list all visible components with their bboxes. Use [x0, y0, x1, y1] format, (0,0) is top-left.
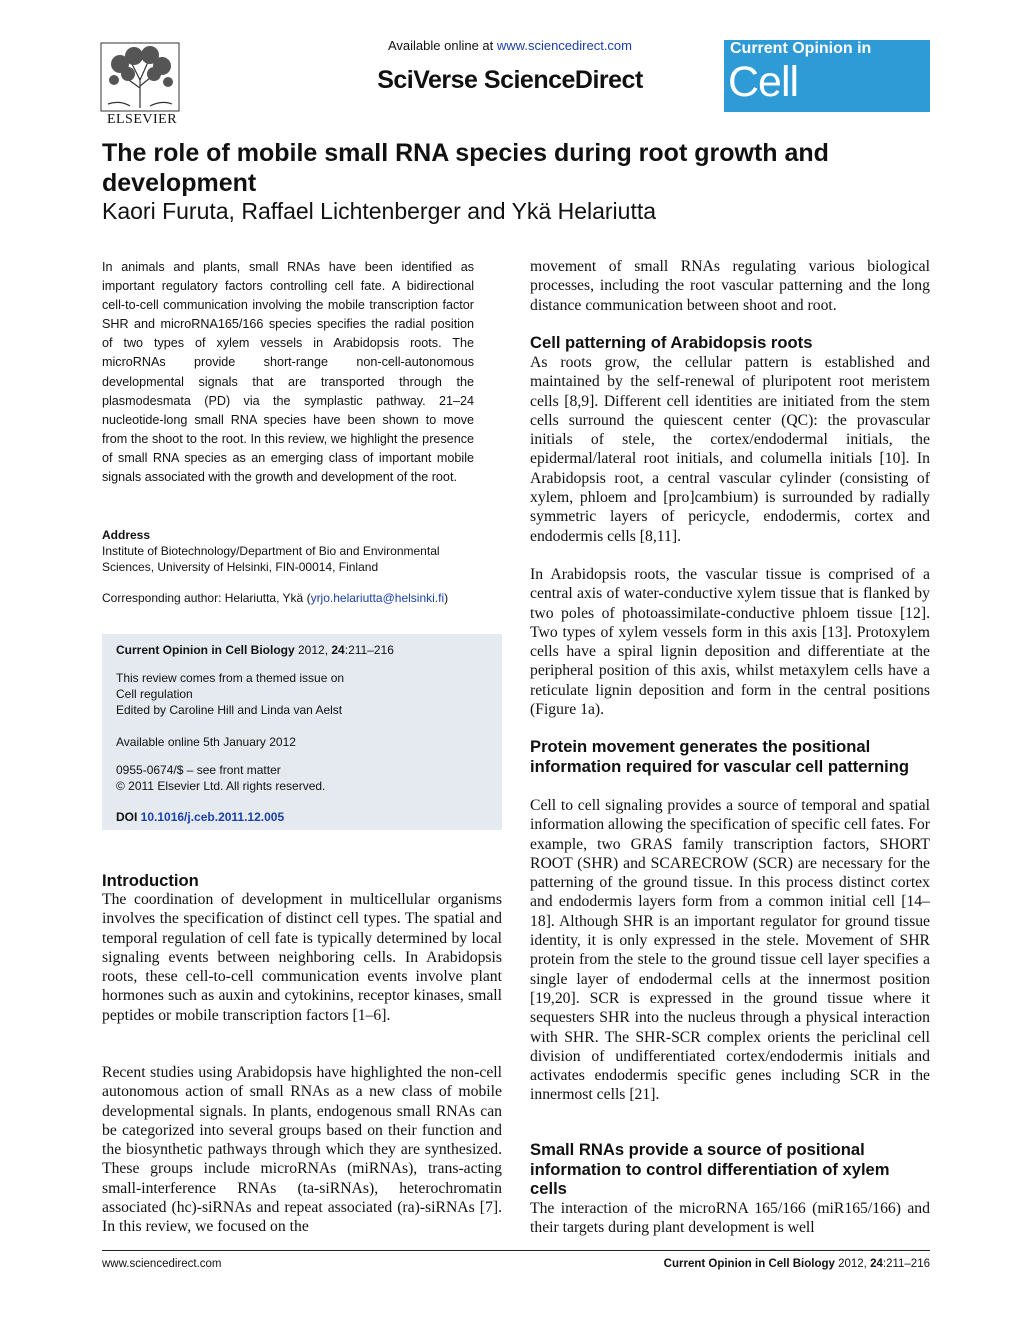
cell-patterning-paragraph-2: In Arabidopsis roots, the vascular tissue is comprised of a central axis of water-conductive xylem tissue that is flanked by two poles of photoassimilate-conductive phloem tissue [12]. Two types of xylem vessels form in this axis [13]. Protoxylem cells have a spiral lignin deposition and differentiate at the peripheral position of this axis, whilst metaxylem cells have a reticulate lignin deposition and form in the central positions (Figure 1a). — [530, 566, 930, 719]
citation-volume: 24 — [331, 643, 345, 657]
issue-editors: Edited by Caroline Hill and Linda van Aelst — [116, 703, 343, 717]
footer-pages: :211–216 — [882, 1258, 930, 1270]
themed-issue-line: This review comes from a themed issue on — [116, 671, 345, 685]
intro-paragraph-2: Recent studies using Arabidopsis have highlighted the non-cell autonomous action of small RNAs as a new class of mobile developmental signals. In plants, endogenous small RNAs can be categorized into several groups based on their function and the biosynthetic pathways through which they are synthesized. These groups include microRNAs (miRNAs), trans-acting small-interference RNAs (ta-siRNAs), heterochromatin associated (hc)-siRNAs and repeat associated (ra)-siRNAs [7]. In this review, we focused on the — [102, 1064, 502, 1236]
journal-logo-line2: Cell Biology — [728, 58, 863, 158]
continued-paragraph: movement of small RNAs regulating various biological processes, including the root vascular patterning and the long distance communication between shoot and root. — [530, 258, 930, 314]
platform-name: SciVerse ScienceDirect — [377, 66, 643, 94]
journal-logo — [724, 40, 930, 158]
cell-patterning-paragraph-1: As roots grow, the cellular pattern is established and maintained by the self-renewal of pluripotent root meristem cells [8,9]. Different cell identities are initiated from the stem cells surround the quiescent center (QC): the provascular initials of stele, the cortex/endodermal initials, the epidermal/lateral root initials, and columella initials [10]. In Arabidopsis root, a central vascular cylinder (consisting of xylem, phloem and [pro]cambium) is surrounded by radially symmetric layers of pericycle, endodermis, cortex and endodermis cells [8,11]. — [530, 354, 930, 545]
abstract: In animals and plants, small RNAs have been identified as important regulatory factors controlling cell fate. A bidirectional cell-to-cell communication involving the mobile transcription factor SHR and microRNA165/166 species specifies the radial position of two types of xylem vessels in Arabidopsis roots. The microRNAs provide short-range non-cell-autonomous developmental signals that are transported through the plasmodesmata (PD) via the symplastic pathway. 21–24 nucleotide-long small RNA species have been shown to move from the shoot to the root. In this review, we highlight the presence of small RNA species as an emerging class of important mobile signals associated with the growth and development of the root. — [102, 260, 474, 485]
copyright-line: © 2011 Elsevier Ltd. All rights reserved. — [116, 779, 326, 793]
themed-issue-topic: Cell regulation — [116, 687, 193, 701]
citation-pages: :211–216 — [344, 643, 394, 657]
citation-line — [116, 643, 394, 657]
corresponding-suffix: ) — [444, 591, 449, 605]
section-heading-small-rnas: Small RNAs provide a source of positional information to control differentiation of xylem cells — [530, 1140, 890, 1198]
address-line-1: Institute of Biotechnology/Department of Bio and Environmental — [102, 544, 440, 558]
section-heading-cell-patterning: Cell patterning of Arabidopsis roots — [530, 333, 813, 352]
footer-year: 2012, — [834, 1258, 871, 1270]
footer-journal: Current Opinion in Cell Biology — [663, 1258, 835, 1270]
address-text — [102, 543, 474, 575]
sciencedirect-link[interactable]: www.sciencedirect.com — [496, 38, 632, 53]
small-rnas-paragraph: The interaction of the microRNA 165/166 (miR165/166) and their targets during plant development is well — [530, 1200, 930, 1237]
publisher-name: ELSEVIER — [106, 112, 178, 127]
citation-journal: Current Opinion in Cell Biology — [116, 643, 295, 657]
doi-line — [116, 810, 284, 824]
issn-line: 0955-0674/$ – see front matter — [116, 763, 281, 777]
available-online-prefix: Available online at — [387, 38, 497, 53]
doi-label: DOI — [116, 810, 141, 824]
footer-volume: 24 — [870, 1258, 883, 1270]
author-email-link[interactable]: yrjo.helariutta@helsinki.fi — [310, 591, 445, 605]
article-title: The role of mobile small RNA species during root growth and development — [102, 139, 829, 197]
article-info-box — [102, 634, 502, 830]
journal-logo-line1: Current Opinion in — [730, 40, 872, 57]
protein-movement-paragraph: Cell to cell signaling provides a source of temporal and spatial information allowing the specification of specific cell fates. For example, two GRAS family transcription factors, SHORT ROOT (SHR) and SCARECROW (SCR) are necessary for the patterning of the ground tissue. In this process distinct cortex and endodermis layers form from a common initial cell [14–18]. Although SHR is an important regulator for ground tissue identity, it is only expressed in the stele. Movement of SHR protein from the stele to the ground tissue cell layer specifies a single layer of endodermal cells at the innermost position [19,20]. SCR is expressed in the ground tissue where it sequesters SHR into the nucleus through a physical interaction with SHR. The SHR-SCR complex orients the periclinal cell division of undifferentiated cortex/endodermis initials and activates endodermis specific genes including SCR in the innermost cells [21]. — [530, 797, 930, 1104]
address-heading: Address — [102, 528, 151, 542]
article-authors: Kaori Furuta, Raffael Lichtenberger and Ykä Helariutta — [102, 198, 657, 224]
address-line-2: Sciences, University of Helsinki, FIN-00014, Finland — [102, 560, 379, 574]
corresponding-prefix: Corresponding author: Helariutta, Ykä ( — [102, 591, 311, 605]
section-heading-introduction: Introduction — [102, 871, 199, 890]
intro-paragraph-1: The coordination of development in multicellular organisms involves the specification of distinct cell types. The spatial and temporal regulation of cell fate is typically determined by local signaling events between neighboring cells. In Arabidopsis roots, these cell-to-cell communication events involve plant hormones such as auxin and cytokinins, receptor kinases, small peptides or mobile transcription factors [1–6]. — [102, 891, 502, 1024]
footer-divider — [102, 1250, 930, 1251]
available-online-date: Available online 5th January 2012 — [116, 735, 296, 749]
footer-website: www.sciencedirect.com — [102, 1258, 222, 1270]
footer-citation — [640, 1258, 930, 1270]
doi-link[interactable]: 10.1016/j.ceb.2011.12.005 — [140, 810, 285, 824]
corresponding-author — [102, 591, 474, 605]
citation-year: 2012, — [294, 643, 332, 657]
section-heading-protein-movement: Protein movement generates the positional information required for vascular cell patterning — [530, 737, 909, 776]
